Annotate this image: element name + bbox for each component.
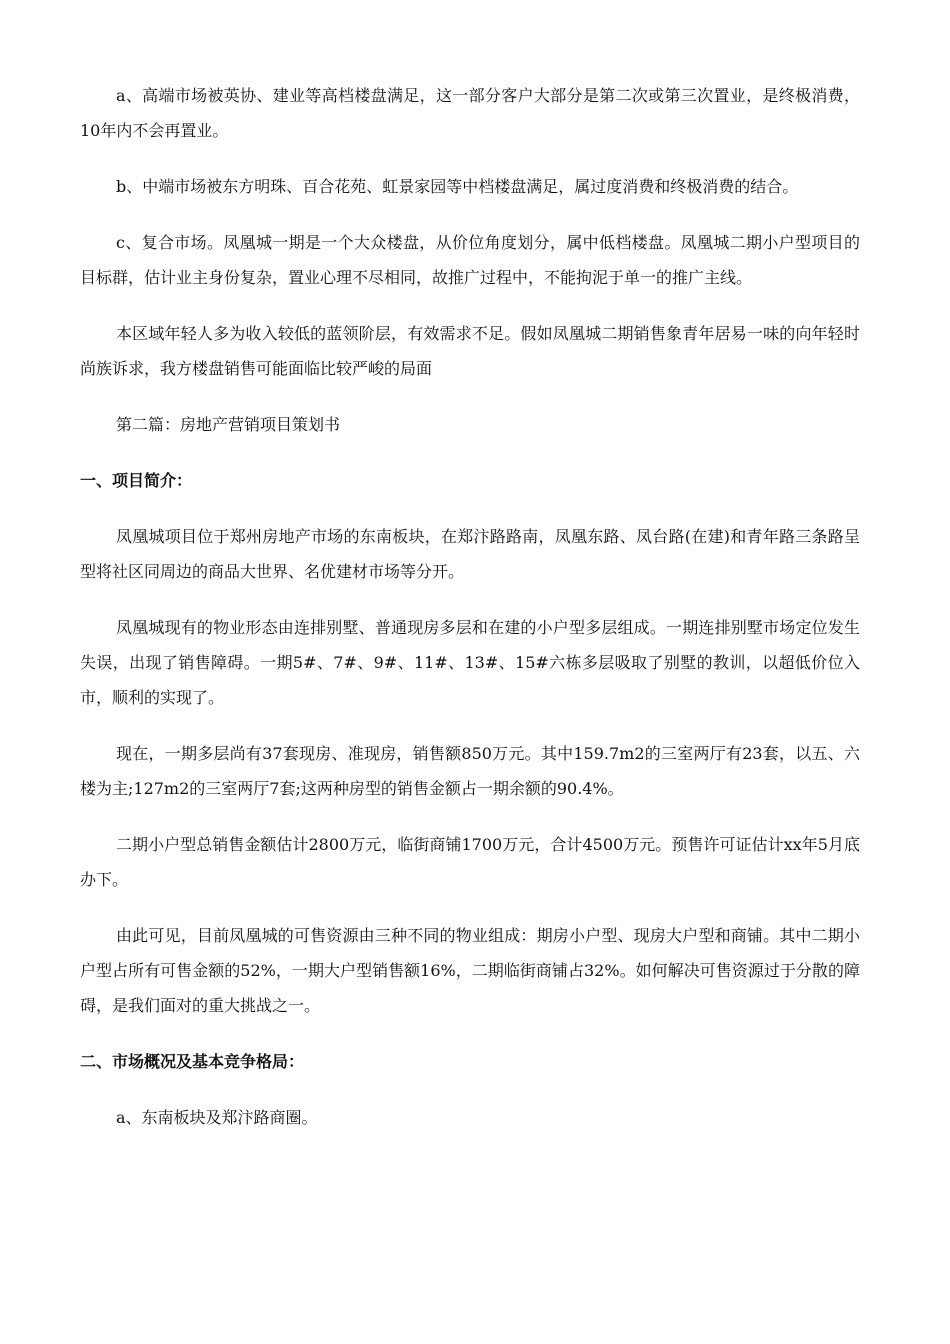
paragraph-current-inventory: 现在，一期多层尚有37套现房、准现房，销售额850万元。其中159.7m2的三室两厅有23套，以五、六楼为主;127m2的三室两厅7套;这两种房型的销售金额占一期余额的90.4%。: [80, 744, 860, 798]
document-page: [80, 78, 860, 1156]
paragraph-composite-market: c、复合市场。凤凰城一期是一个大众楼盘，从价位角度划分，属中低档楼盘。凤凰城二期小户型项目的目标群，估计业主身份复杂，置业心理不尽相同，故推广过程中，不能拘泥于单一的推广主线。: [80, 233, 860, 287]
paragraph-high-end-market: a、高端市场被英协、建业等高档楼盘满足，这一部分客户大部分是第二次或第三次置业，是终极消费，10年内不会再置业。: [80, 86, 860, 140]
paragraph-saleable-resources: 由此可见，目前凤凰城的可售资源由三种不同的物业组成：期房小户型、现房大户型和商铺。其中二期小户型占所有可售金额的52%，一期大户型销售额16%，二期临街商铺占32%。如何解决可售资源过于分散的障碍，是我们面对的重大挑战之一。: [80, 926, 860, 1015]
paragraph-phase-two-sales: 二期小户型总销售金额估计2800万元，临街商铺1700万元，合计4500万元。预售许可证估计xx年5月底办下。: [80, 835, 860, 889]
paragraph-property-types: 凤凰城现有的物业形态由连排别墅、普通现房多层和在建的小户型多层组成。一期连排别墅市场定位发生失误，出现了销售障碍。一期5#、7#、9#、11#、13#、15#六栋多层吸取了别墅的教训，以超低价位入市，顺利的实现了。: [80, 618, 860, 707]
paragraph-project-location: 凤凰城项目位于郑州房地产市场的东南板块，在郑汴路路南，凤凰东路、凤台路(在建)和青年路三条路呈型将社区同周边的商品大世界、名优建材市场等分开。: [80, 527, 860, 581]
paragraph-mid-end-market: b、中端市场被东方明珠、百合花苑、虹景家园等中档楼盘满足，属过度消费和终极消费的结合。: [116, 177, 799, 196]
section-heading-market-overview: 二、市场概况及基本竞争格局：: [80, 1052, 305, 1071]
section-heading-project-intro: 一、项目简介：: [80, 471, 193, 490]
paragraph-chapter-title: 第二篇：房地产营销项目策划书: [116, 415, 341, 434]
paragraph-young-bluecollar: 本区域年轻人多为收入较低的蓝领阶层，有效需求不足。假如凤凰城二期销售象青年居易一味的向年轻时尚族诉求，我方楼盘销售可能面临比较严峻的局面: [80, 324, 860, 378]
paragraph-southeast-block: a、东南板块及郑汴路商圈。: [116, 1108, 318, 1127]
